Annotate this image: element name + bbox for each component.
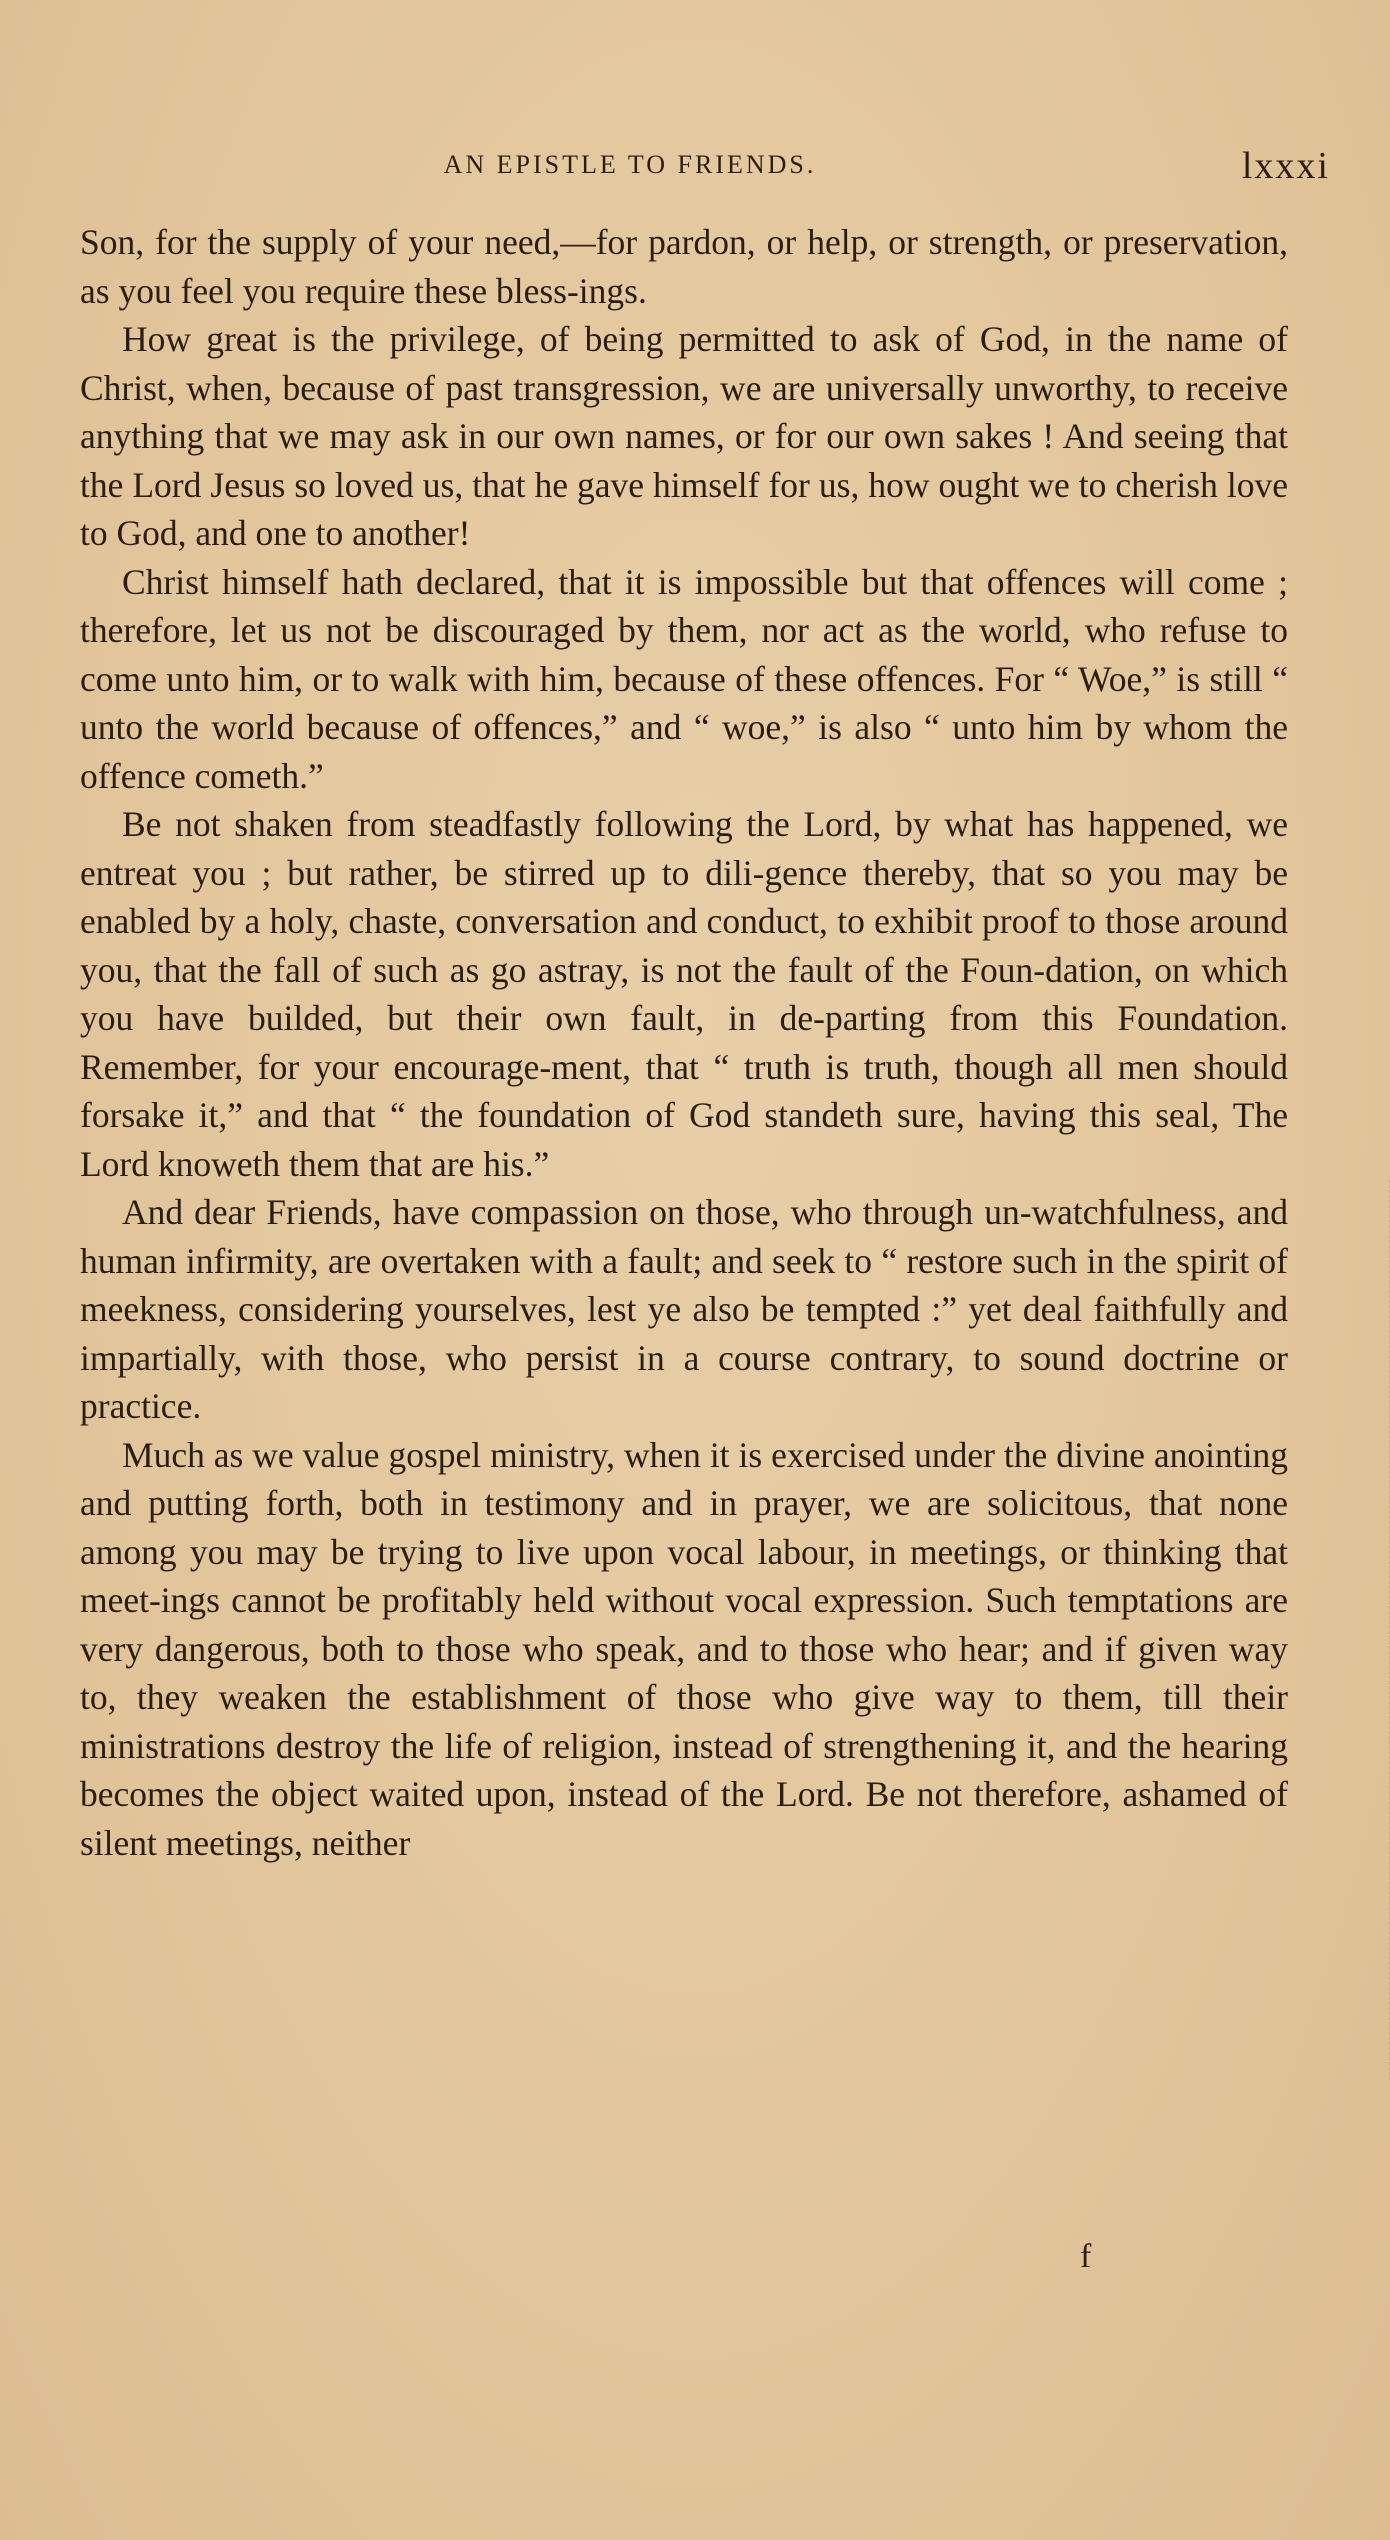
paragraph-2: How great is the privilege, of being permitted to ask of God, in the name of Christ, when, because of past transgression, we are universally unworthy, to receive anything that we may ask in our own names, or for our own sakes ! And seeing that the Lord Jesus so loved us, that he gave himself for us, how ought we to cherish love to God, and one to another!	[80, 319, 1288, 553]
running-head	[80, 140, 1330, 187]
page-number: lxxxi	[1241, 145, 1330, 187]
paragraph-1: Son, for the supply of your need,—for pardon, or help, or strength, or preservation, as you feel you require these bless-ings.	[80, 222, 1288, 311]
paragraph-4: Be not shaken from steadfastly following the Lord, by what has happened, we entreat you ; but rather, be stirred up to dili-gence thereby, that so you may be enabled by a holy, chaste, conversation and conduct, to exhibit proof to those around you, that the fall of such as go astray, is not the fault of the Foun-dation, on which you have builded, but their own fault, in de-parting from this Foundation. Remember, for your encourage-ment, that “ truth is truth, though all men should forsake it,” and that “ the foundation of God standeth sure, having this seal, The Lord knoweth them that are his.”	[80, 804, 1288, 1184]
paragraph-3: Christ himself hath declared, that it is impossible but that offences will come ; therefore, let us not be discouraged by them, nor act as the world, who refuse to come unto him, or to walk with him, because of these offences. For “ Woe,” is still “ unto the world because of offences,” and “ woe,” is also “ unto him by whom the offence cometh.”	[80, 561, 1288, 796]
paragraph-5: And dear Friends, have compassion on those, who through un-watchfulness, and human infirmity, are overtaken with a fault; and seek to “ restore such in the spirit of meekness, considering yourselves, lest ye also be tempted :” yet deal faithfully and impartially, with those, who persist in a course contrary, to sound doctrine or practice.	[80, 1192, 1288, 1426]
paragraph-6: Much as we value gospel ministry, when it is exercised under the divine anointing and putting forth, both in testimony and in prayer, we are solicitous, that none among you may be trying to live upon vocal labour, in meetings, or thinking that meet-ings cannot be profitably held without vocal expression. Such temptations are very dangerous, both to those who speak, and to those who hear; and if given way to, they weaken the establishment of those who give way to them, till their ministrations destroy the life of religion, instead of strengthening it, and the hearing becomes the object waited upon, instead of the Lord. Be not therefore, ashamed of silent meetings, neither	[80, 1434, 1288, 1863]
signature-mark: f	[1080, 2238, 1092, 2275]
body-text	[80, 218, 1288, 1867]
running-title: AN EPISTLE TO FRIENDS.	[443, 150, 817, 179]
